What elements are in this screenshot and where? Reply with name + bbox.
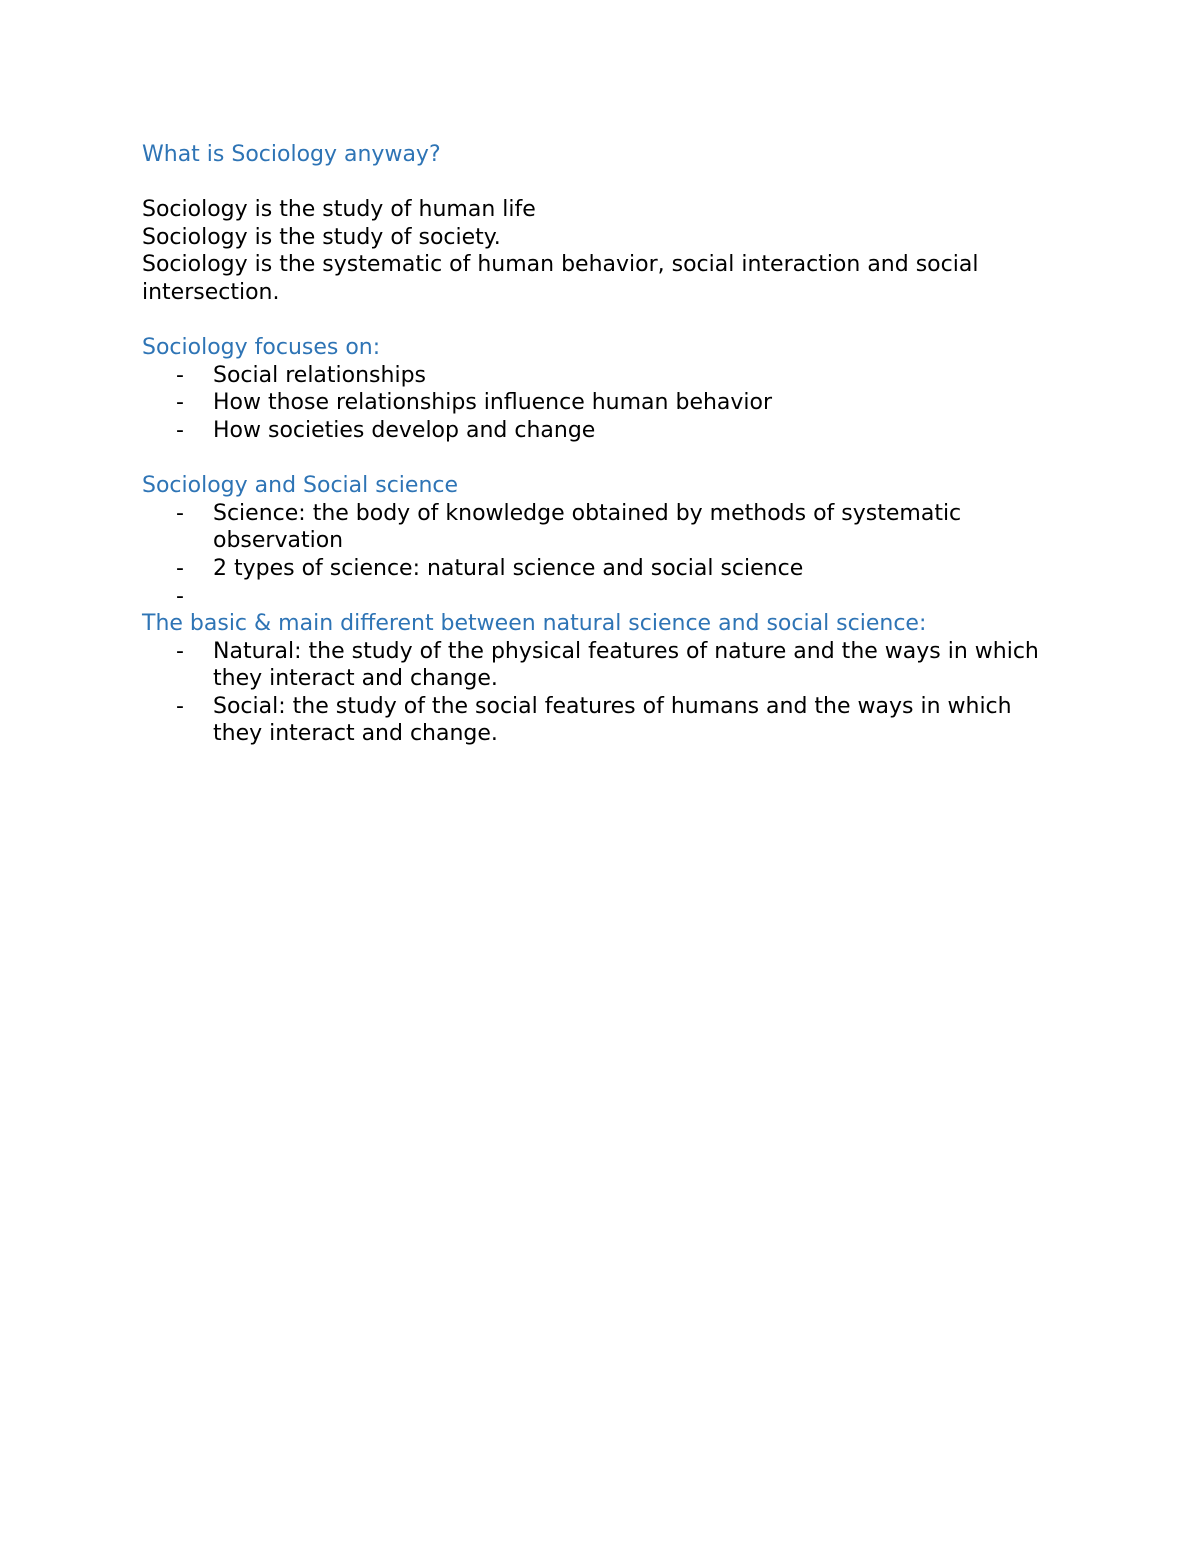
list-item-text: 2 types of science: natural science and social science [213, 555, 804, 581]
dash-bullet: - [176, 390, 184, 416]
focus-heading: Sociology focuses on: [142, 335, 381, 361]
list-item [142, 555, 1042, 583]
definition-2: Sociology is the study of society. [142, 224, 501, 250]
social-science-list [142, 500, 1042, 610]
list-item-text: How those relationships influence human behavior [213, 390, 773, 416]
social-science-heading: Sociology and Social science [142, 473, 459, 499]
focus-list [142, 362, 1042, 445]
definition-3: Sociology is the systematic of human behavior, social interaction and social intersection. [142, 252, 979, 305]
dash-bullet: - [176, 362, 184, 388]
list-item [142, 583, 1042, 611]
list-item [142, 389, 1042, 417]
dash-bullet: - [176, 583, 184, 609]
dash-bullet: - [176, 500, 184, 526]
list-item-text: Natural: the study of the physical features of nature and the ways in which they interact and change. [213, 638, 1039, 692]
dash-bullet: - [176, 693, 184, 719]
document-page [142, 141, 1042, 748]
list-item [142, 693, 1042, 748]
list-item-text: Social: the study of the social features of humans and the ways in which they interact and change. [213, 693, 1012, 747]
list-item-text: Science: the body of knowledge obtained by methods of systematic observation [213, 500, 962, 554]
list-item [142, 500, 1042, 555]
list-item-text [213, 584, 220, 609]
list-item [142, 638, 1042, 693]
difference-heading: The basic & main different between natural science and social science: [142, 611, 927, 637]
dash-bullet: - [176, 417, 184, 443]
list-item [142, 417, 1042, 445]
dash-bullet: - [176, 638, 184, 664]
difference-list [142, 638, 1042, 748]
dash-bullet: - [176, 555, 184, 581]
spacer [142, 307, 1042, 335]
definition-1: Sociology is the study of human life [142, 197, 536, 223]
spacer [142, 445, 1042, 473]
list-item-text: Social relationships [213, 362, 426, 388]
list-item-text: How societies develop and change [213, 417, 596, 443]
list-item [142, 362, 1042, 390]
spacer [142, 169, 1042, 197]
document-title: What is Sociology anyway? [142, 142, 441, 167]
